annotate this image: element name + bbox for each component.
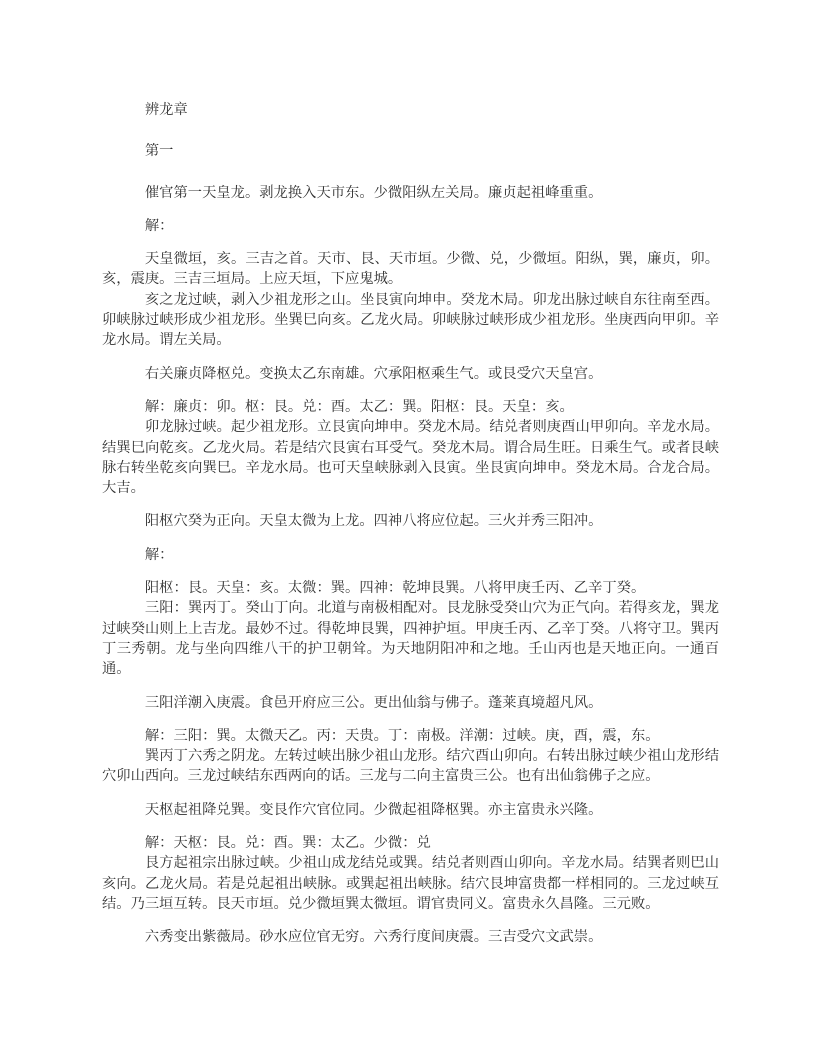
verse-4: 三阳洋潮入庚震。食邑开府应三公。更出仙翁与佛子。蓬莱真境超凡风。 xyxy=(144,694,603,711)
paragraph-tianhuang: 天皇微垣，亥。三吉之首。天市、艮、天市垣。少微、兑，少微垣。阳纵，巽，廉贞，卯。亥，震庚。三吉三垣局。上应天垣，下应鬼城。 xyxy=(102,251,719,288)
verse-2: 右关廉贞降枢兑。变换太乙东南雄。穴承阳枢乘生气。或艮受穴天皇宫。 xyxy=(144,365,603,382)
chapter-title: 辨龙章 xyxy=(144,102,188,118)
paragraph-genfang: 艮方起祖宗出脉过峡。少祖山成龙结兑或巽。结兑者则酉山卯向。辛龙水局。结巽者则巴山亥向。乙龙火局。若是兑起祖出峡脉。或巽起祖出峡脉。结穴艮坤富贵都一样相同的。三龙过峡互结。乃三垣互转。艮天市垣。兑少微垣巽太微垣。谓官贵同义。富贵永久昌隆。三元败。 xyxy=(102,855,719,912)
verse-6: 六秀变出紫薇局。砂水应位官无穷。六秀行度间庚震。三吉受穴文武崇。 xyxy=(144,929,603,946)
paragraph-yangshu: 阳枢：艮。天皇：亥。太微：巽。四神：乾坤艮巽。八将甲庚壬丙、乙辛丁癸。 xyxy=(144,580,646,597)
verse-5: 天枢起祖降兑巽。变艮作穴官位同。少微起祖降枢巽。亦主富贵永兴隆。 xyxy=(144,801,603,818)
jie-label-3: 解： xyxy=(144,546,174,563)
jie-line-5: 解：天枢：艮。兑：酉。巽：太乙。少微：兑 xyxy=(144,835,431,852)
paragraph-liuxiu-yinlong: 巽丙丁六秀之阴龙。左转过峡出脉少祖山龙形。结穴酉山卯向。右转出脉过峡少祖山龙形结穴卯山西向。三龙过峡结东西两向的话。三龙与二向主富贵三公。也有出仙翁佛子之应。 xyxy=(102,748,719,785)
jie-label-1: 解： xyxy=(144,217,174,234)
paragraph-maolongmai: 卯龙脉过峡。起少祖龙形。立艮寅向坤申。癸龙木局。结兑者则庚酉山甲卯向。辛龙水局。结巽巳向乾亥。乙龙火局。若是结穴艮寅右耳受气。癸龙木局。谓合局生旺。日乘生气。或者艮峡脉右转坐乾亥向巽巳。辛龙水局。也可天皇峡脉剥入艮寅。坐艮寅向坤申。癸龙木局。合龙合局。大吉。 xyxy=(102,419,719,497)
paragraph-sanyang: 三阳：巽丙丁。癸山丁向。北道与南极相配对。艮龙脉受癸山穴为正气向。若得亥龙，巽龙过峡癸山则上上吉龙。最妙不过。得乾坤艮巽，四神护垣。甲庚壬丙、乙辛丁癸。八将守卫。巽丙丁三秀朝。龙与坐向四维八干的护卫朝耸。为天地阴阳冲和之地。壬山丙也是天地正向。一通百通。 xyxy=(102,600,719,678)
paragraph-haizhilong: 亥之龙过峡，剥入少祖龙形之山。坐艮寅向坤申。癸龙木局。卯龙出脉过峡自东往南至西。卯峡脉过峡形成少祖龙形。坐巽巳向亥。乙龙火局。卯峡脉过峡形成少祖龙形。坐庚西向甲卯。辛龙水局。谓左关局。 xyxy=(102,291,719,349)
jie-line-2: 解：廉贞：卯。枢：艮。兑：酉。太乙：巽。阳枢：艮。天皇：亥。 xyxy=(144,398,574,415)
section-heading: 第一 xyxy=(144,143,174,160)
verse-1: 催官第一天皇龙。剥龙换入天市东。少微阳纵左关局。廉贞起祖峰重重。 xyxy=(144,184,603,201)
jie-line-4: 解：三阳：巽。太微天乙。丙：天贵。丁：南极。洋潮：过峡。庚，酉，震，东。 xyxy=(144,727,660,744)
verse-3: 阳枢穴癸为正向。天皇太微为上龙。四神八将应位起。三火并秀三阳冲。 xyxy=(144,513,603,530)
document-content xyxy=(102,100,719,961)
